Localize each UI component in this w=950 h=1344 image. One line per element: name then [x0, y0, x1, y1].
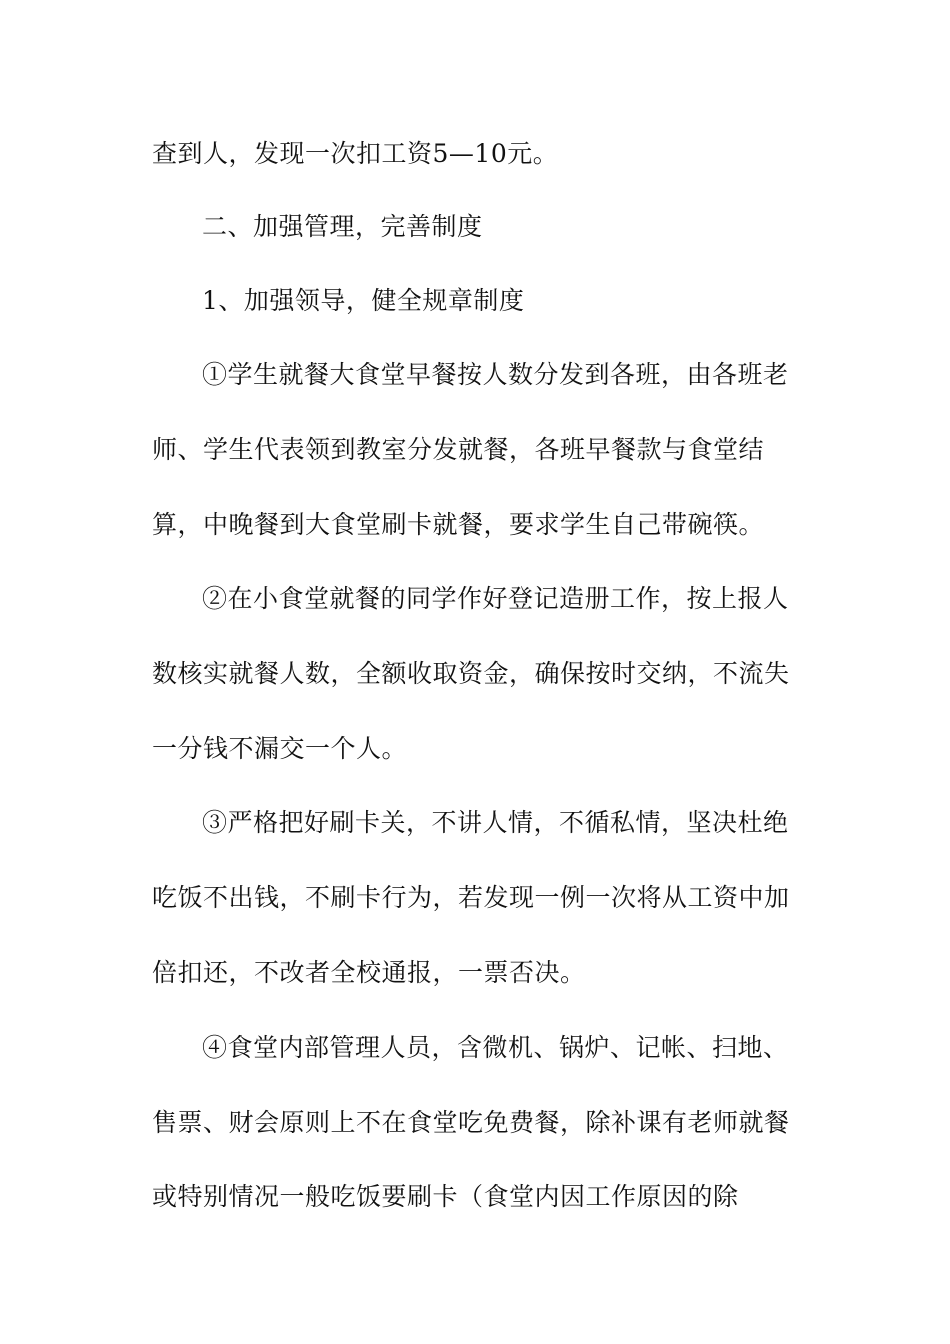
paragraph-line: ③严格把好刷卡关，不讲人情，不循私情，坚决杜绝	[202, 808, 789, 837]
section-heading: 二、加强管理，完善制度	[202, 212, 483, 241]
paragraph-line: ④食堂内部管理人员，含微机、锅炉、记帐、扫地、	[202, 1033, 789, 1062]
paragraph-line: 或特别情况一般吃饭要刷卡（食堂内因工作原因的除	[152, 1182, 739, 1211]
paragraph-line: ①学生就餐大食堂早餐按人数分发到各班，由各班老	[202, 360, 789, 389]
paragraph-line: 算，中晚餐到大食堂刷卡就餐，要求学生自己带碗筷。	[152, 510, 765, 539]
paragraph-line: 师、学生代表领到教室分发就餐，各班早餐款与食堂结	[152, 435, 765, 464]
paragraph-line: ②在小食堂就餐的同学作好登记造册工作，按上报人	[202, 584, 789, 613]
paragraph-line: 一分钱不漏交一个人。	[152, 734, 408, 763]
paragraph-line: 吃饭不出钱，不刷卡行为，若发现一例一次将从工资中加	[152, 883, 790, 912]
paragraph-line: 售票、财会原则上不在食堂吃免费餐，除补课有老师就餐	[152, 1108, 790, 1137]
subsection-heading: 1、加强领导，健全规章制度	[202, 286, 525, 315]
paragraph-line: 数核实就餐人数，全额收取资金，确保按时交纳，不流失	[152, 659, 790, 688]
paragraph-line: 倍扣还，不改者全校通报，一票否决。	[152, 958, 586, 987]
paragraph-line: 查到人，发现一次扣工资5—10元。	[152, 139, 559, 168]
